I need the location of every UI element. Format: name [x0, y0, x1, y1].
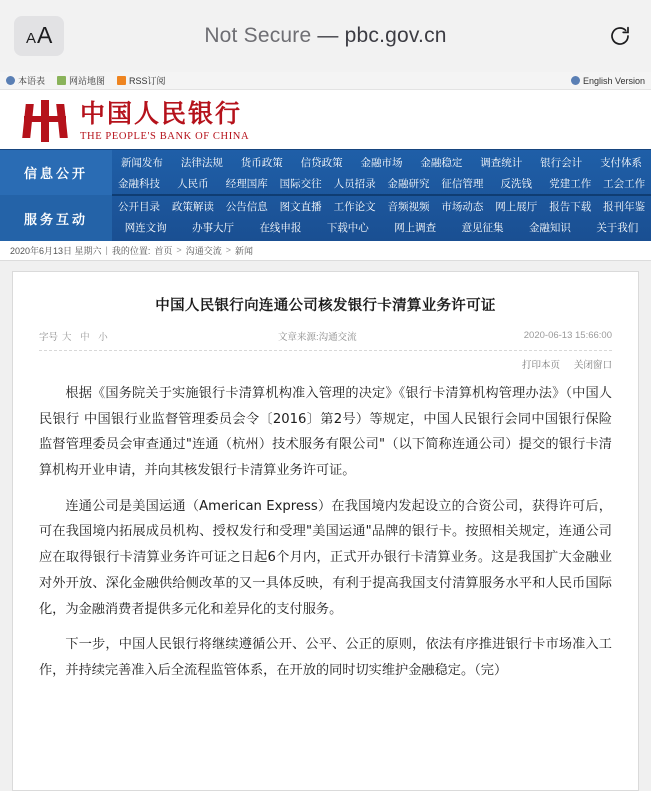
nav-link[interactable]: 工会工作: [603, 177, 646, 190]
nav-link[interactable]: 市场动态: [441, 200, 484, 213]
url-text: pbc.gov.cn: [344, 24, 447, 47]
main-navigation: [0, 149, 651, 241]
utility-item-language[interactable]: [6, 74, 45, 87]
article-timestamp: 2020-06-13 15:66:00: [523, 330, 612, 342]
nav-link[interactable]: 金融研究: [387, 177, 430, 190]
globe-icon: [571, 76, 580, 85]
font-size-label: 字号: [39, 331, 59, 343]
map-icon: [57, 76, 66, 85]
nav-link[interactable]: 报告下载: [549, 200, 592, 213]
address-bar[interactable]: [0, 24, 651, 48]
site-utility-bar: [0, 72, 651, 90]
utility-label: 本语表: [18, 76, 46, 86]
nav-link[interactable]: 在线申报: [259, 221, 302, 234]
breadcrumb: 2020年6月13日 星期六 | 我的位置: 首页 > 沟通交流 > 新闻: [0, 241, 651, 261]
aa-small-label: A: [26, 30, 37, 47]
utility-item-english[interactable]: [571, 76, 645, 86]
text-size-button[interactable]: [14, 16, 64, 56]
nav-row: [112, 217, 651, 238]
browser-toolbar: [0, 0, 651, 72]
nav-link[interactable]: 关于我们: [596, 221, 639, 234]
nav-link[interactable]: 政策解读: [171, 200, 214, 213]
breadcrumb-item-news[interactable]: 新闻: [234, 245, 253, 256]
nav-link[interactable]: 调查统计: [480, 156, 523, 169]
page-title: 中国人民银行向连通公司核发银行卡清算业务许可证: [155, 297, 496, 314]
article-container: [0, 261, 651, 791]
nav-link[interactable]: 工作论文: [333, 200, 376, 213]
source-value: 沟通交流: [318, 331, 357, 343]
nav-link[interactable]: 金融稳定: [420, 156, 463, 169]
nav-row: [112, 152, 651, 173]
utility-item-rss[interactable]: [117, 74, 166, 87]
nav-link[interactable]: 办事大厅: [192, 221, 235, 234]
site-title-en: THE PEOPLE'S BANK OF CHINA: [80, 130, 250, 142]
nav-link[interactable]: 下载中心: [326, 221, 369, 234]
nav-link[interactable]: 国际交往: [279, 177, 322, 190]
nav-link[interactable]: 人民币: [177, 177, 209, 190]
article-body: [39, 381, 612, 684]
nav-link[interactable]: 图文直播: [279, 200, 322, 213]
utility-label: 网站地图: [69, 76, 106, 86]
nav-link[interactable]: 音频视频: [387, 200, 430, 213]
close-window-button[interactable]: 关闭窗口: [573, 359, 612, 371]
globe-icon: [6, 76, 15, 85]
source-label: 文章来源:: [277, 331, 319, 343]
font-size-options[interactable]: 大 中 小: [62, 331, 111, 343]
nav-category-info[interactable]: 信息公开: [0, 150, 112, 196]
nav-link[interactable]: 新闻发布: [120, 156, 163, 169]
article-meta: [39, 329, 612, 351]
nav-link[interactable]: 公告信息: [225, 200, 268, 213]
nav-link[interactable]: 党建工作: [549, 177, 592, 190]
site-header: [0, 90, 651, 149]
print-button[interactable]: 打印本页: [521, 359, 560, 371]
breadcrumb-item-home[interactable]: 首页: [154, 245, 173, 256]
nav-link[interactable]: 反洗钱: [500, 177, 533, 190]
english-version-label: English Version: [582, 75, 645, 86]
article-tools: [39, 351, 612, 381]
article-card: [12, 271, 639, 791]
site-title-block: [80, 100, 249, 143]
nav-link[interactable]: 公开目录: [117, 200, 160, 213]
nav-link[interactable]: 经理国库: [225, 177, 268, 190]
nav-link[interactable]: 意见征集: [461, 221, 504, 234]
breadcrumb-date: 2020年6月13日 星期六: [10, 245, 102, 256]
nav-link[interactable]: 货币政策: [240, 156, 283, 169]
nav-link[interactable]: 网连文询: [124, 221, 167, 234]
utility-item-sitemap[interactable]: [57, 74, 105, 87]
site-title-cn: 中国人民银行: [80, 99, 243, 128]
nav-category-service[interactable]: 服务互动: [0, 195, 112, 241]
nav-link[interactable]: 征信管理: [441, 177, 484, 190]
nav-link[interactable]: 金融知识: [528, 221, 571, 234]
nav-row: [112, 196, 651, 217]
breadcrumb-item-exchange[interactable]: 沟通交流: [185, 245, 222, 256]
not-secure-label: Not Secure: [204, 24, 312, 47]
nav-row: [112, 173, 651, 194]
article-paragraph: 连通公司是美国运通（American Express）在我国境内发起设立的合资公司，获得许可后，可在我国境内拓展成员机构、授权发行和受理"美国运通"品牌的银行卡。按照相关规定，连通公司应在取得银行卡清算业务许可证之日起6个月内，正式开办银行卡清算业务。这是我国扩大金融业对外开放、深化金融供给侧改革的又一具体反映，有利于提高我国支付清算服务水平和人民币国际化，为金融消费者提供多元化和差异化的支付服务。: [39, 498, 612, 617]
pbc-logo-icon[interactable]: [22, 100, 68, 142]
nav-link[interactable]: 信贷政策: [300, 156, 343, 169]
nav-link[interactable]: 报刊年鉴: [603, 200, 646, 213]
url-separator: —: [311, 24, 345, 47]
breadcrumb-prefix: 我的位置:: [111, 245, 151, 256]
nav-link[interactable]: 法律法规: [180, 156, 223, 169]
nav-link[interactable]: 金融市场: [360, 156, 403, 169]
utility-label: RSS订阅: [129, 76, 166, 86]
article-paragraph: 下一步，中国人民银行将继续遵循公开、公平、公正的原则，依法有序推进银行卡市场准入工作，并持续完善准入后全流程监管体系，在开放的同时切实维护金融稳定。（完）: [39, 637, 612, 679]
nav-category-column: [0, 150, 112, 241]
nav-link[interactable]: 支付体系: [600, 156, 643, 169]
breadcrumb-separator: >: [225, 245, 231, 256]
reload-icon[interactable]: [603, 19, 637, 53]
nav-link[interactable]: 金融科技: [117, 177, 160, 190]
nav-links-grid: [112, 150, 651, 241]
rss-icon: [117, 76, 126, 85]
nav-link[interactable]: 网上调查: [394, 221, 437, 234]
aa-large-label: A: [37, 22, 53, 48]
breadcrumb-separator: >: [176, 245, 182, 256]
nav-link[interactable]: 人员招录: [333, 177, 376, 190]
article-paragraph: 根据《国务院关于实施银行卡清算机构准入管理的决定》《银行卡清算机构管理办法》（中国人民银行 中国银行业监督管理委员会令〔2016〕第2号）等规定，中国人民银行会同中国银行保险监督管理委员会审查通过"连通（杭州）技术服务有限公司"（以下简称连通公司）提交的银行卡清算机构开业申请，并向其核发银行卡清算业务许可证。: [39, 385, 612, 479]
nav-link[interactable]: 银行会计: [540, 156, 583, 169]
nav-link[interactable]: 网上展厅: [495, 200, 538, 213]
